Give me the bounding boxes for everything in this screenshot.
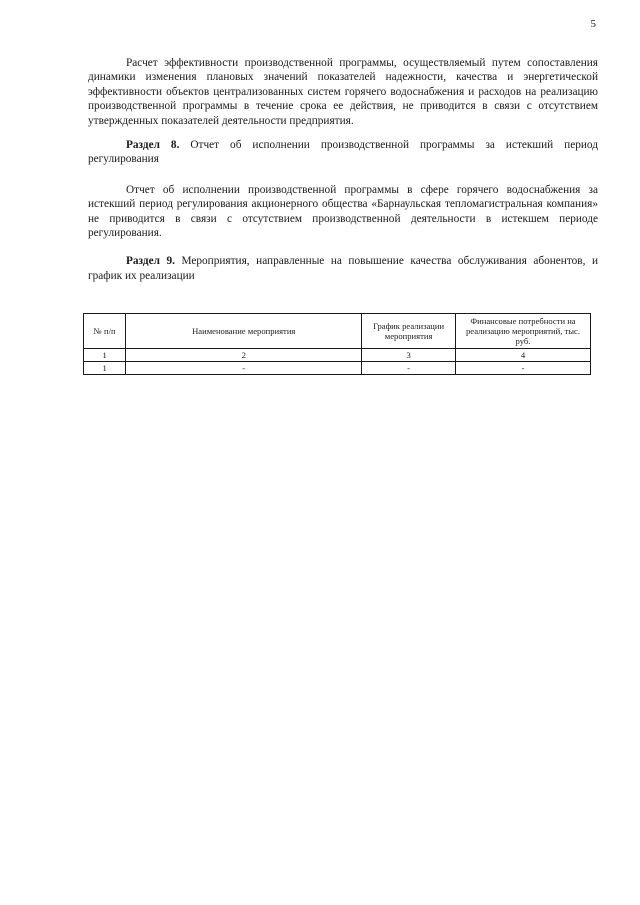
paragraph-efficiency: Расчет эффективности производственной программы, осуществляемый путем сопоставления динамики изменения плановых значений показателей надежности, качества и энергетической эффективности объектов централизованных систем горячего водоснабжения и расходов на реализацию производственной программы в течение срока ее действия, не приводится в связи с отсутствием утвержденных показателей деятельности предприятия. (88, 57, 598, 127)
section-9-label: Раздел 9. (126, 255, 175, 268)
measures-table (83, 313, 591, 375)
section-8-label: Раздел 8. (126, 139, 180, 152)
table-cell: 1 (84, 362, 126, 375)
table-cell: - (362, 362, 456, 375)
section-9-heading (88, 254, 598, 283)
section-8-title: Отчет об исполнении производственной программы за истекший период регулирования (88, 139, 598, 166)
table-cell: 3 (362, 349, 456, 362)
document-body (88, 56, 598, 283)
section-9-title: Мероприятия, направленные на повышение качества обслуживания абонентов, и график их реализации (88, 255, 598, 282)
table-cell: 4 (455, 349, 590, 362)
table-row (84, 349, 591, 362)
page-number: 5 (590, 18, 596, 30)
table-cell: - (455, 362, 590, 375)
header-schedule: График реализации мероприятия (362, 314, 456, 349)
table-cell: 1 (84, 349, 126, 362)
header-measure-name: Наименование мероприятия (126, 314, 362, 349)
table-row (84, 362, 591, 375)
section-8-heading (88, 138, 598, 167)
table-cell: - (126, 362, 362, 375)
paragraph-report: Отчет об исполнении производственной программы в сфере горячего водоснабжения за истекший период регулирования акционерного общества «Барнаульская тепломагистральная компания» не приводится в связи с отсутствием производственной деятельности в истекшем периоде регулирования. (88, 183, 598, 240)
header-financial-needs: Финансовые потребности на реализацию мероприятий, тыс. руб. (455, 314, 590, 349)
header-number: № п/п (84, 314, 126, 349)
table-header-row (84, 314, 591, 349)
table-cell: 2 (126, 349, 362, 362)
